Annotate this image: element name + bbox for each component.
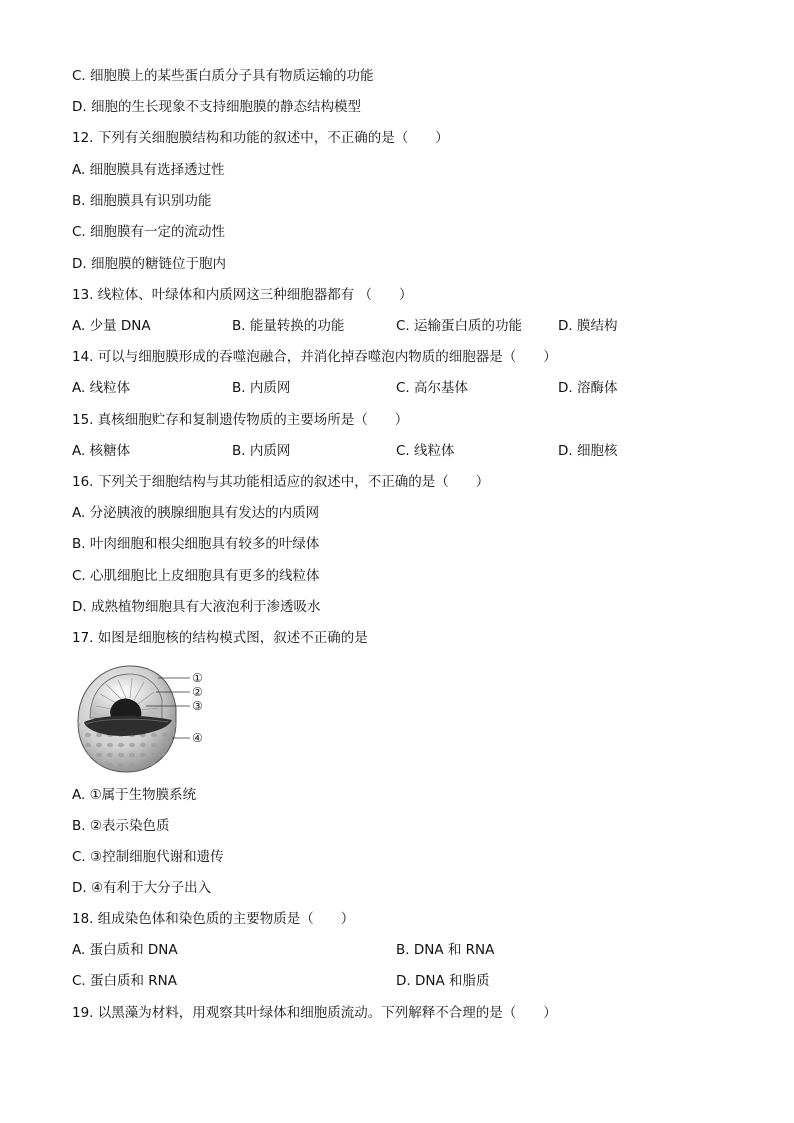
question-12: 12. 下列有关细胞膜结构和功能的叙述中，不正确的是（ ） [72,130,449,146]
question-18: 18. 组成染色体和染色质的主要物质是（ ） [72,911,355,927]
q18-options-row1 [72,941,722,959]
q15-options [72,442,722,460]
q13-option-c: C. 运输蛋白质的功能 [396,318,523,334]
q14-option-c: C. 高尔基体 [396,380,469,396]
question-16: 16. 下列关于细胞结构与其功能相适应的叙述中，不正确的是（ ） [72,474,490,490]
q14-option-a: A. 线粒体 [72,380,131,396]
question-15: 15. 真核细胞贮存和复制遗传物质的主要场所是（ ） [72,412,409,428]
figure-label-3: ③ [192,699,203,713]
q18-option-c: C. 蛋白质和 RNA [72,973,178,989]
question-13: 13. 线粒体、叶绿体和内质网这三种细胞器都有 （ ） [72,287,413,303]
q14-option-b: B. 内质网 [232,380,291,396]
q17-option-a: A. ①属于生物膜系统 [72,787,197,803]
q11-option-d: D. 细胞的生长现象不支持细胞膜的静态结构模型 [72,99,361,115]
question-19: 19. 以黑藻为材料，用观察其叶绿体和细胞质流动。下列解释不合理的是（ ） [72,1005,557,1021]
q12-option-d: D. 细胞膜的糖链位于胞内 [72,256,226,272]
q16-option-d: D. 成熟植物细胞具有大液泡利于渗透吸水 [72,599,321,615]
q16-option-a: A. 分泌胰液的胰腺细胞具有发达的内质网 [72,505,320,521]
question-17: 17. 如图是细胞核的结构模式图，叙述不正确的是 [72,630,368,646]
q12-option-b: B. 细胞膜具有识别功能 [72,193,212,209]
nucleus-structure-figure [72,660,222,775]
q15-option-b: B. 内质网 [232,443,291,459]
question-14: 14. 可以与细胞膜形成的吞噬泡融合，并消化掉吞噬泡内物质的细胞器是（ ） [72,349,557,365]
q14-options [72,379,722,397]
q16-option-b: B. 叶肉细胞和根尖细胞具有较多的叶绿体 [72,536,320,552]
q15-option-c: C. 线粒体 [396,443,455,459]
q12-option-a: A. 细胞膜具有选择透过性 [72,162,225,178]
q18-options-row2 [72,972,722,990]
q15-option-d: D. 细胞核 [558,443,618,459]
q13-option-b: B. 能量转换的功能 [232,318,345,334]
q18-option-b: B. DNA 和 RNA [396,942,495,958]
q13-option-a: A. 少量 DNA [72,318,151,334]
q15-option-a: A. 核糖体 [72,443,131,459]
q11-option-c: C. 细胞膜上的某些蛋白质分子具有物质运输的功能 [72,68,374,84]
q18-option-d: D. DNA 和脂质 [396,973,490,989]
figure-label-1: ① [192,671,203,685]
q13-option-d: D. 膜结构 [558,318,618,334]
figure-label-2: ② [192,685,203,699]
q17-option-b: B. ②表示染色质 [72,818,170,834]
q18-option-a: A. 蛋白质和 DNA [72,942,178,958]
figure-label-4: ④ [192,731,203,745]
q12-option-c: C. 细胞膜有一定的流动性 [72,224,226,240]
q17-option-d: D. ④有利于大分子出入 [72,880,212,896]
q13-options [72,317,722,335]
q14-option-d: D. 溶酶体 [558,380,618,396]
q17-option-c: C. ③控制细胞代谢和遗传 [72,849,224,865]
q16-option-c: C. 心肌细胞比上皮细胞具有更多的线粒体 [72,568,320,584]
